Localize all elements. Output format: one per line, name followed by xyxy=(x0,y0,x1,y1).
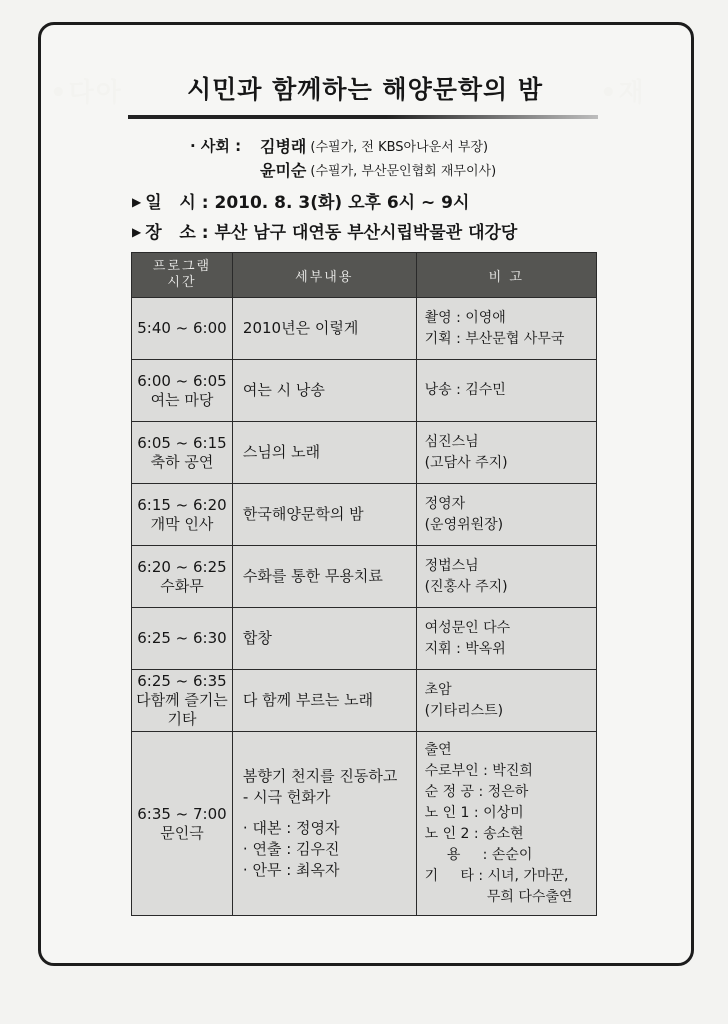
table-row xyxy=(132,608,597,670)
header-remark: 비 고 xyxy=(416,253,596,298)
title-underline xyxy=(128,115,598,119)
program-name: 수화무 xyxy=(160,576,204,595)
header-detail: 세부내용 xyxy=(232,253,416,298)
remark-line: 초암 xyxy=(424,681,452,698)
remark-line: 노 인 2 : 송소현 xyxy=(424,825,524,842)
host-section xyxy=(190,133,496,181)
remark-cell xyxy=(416,732,596,916)
detail-cell xyxy=(232,360,416,422)
host-name: 윤미순 xyxy=(260,160,307,180)
detail-line: 스님의 노래 xyxy=(242,443,321,461)
detail-cell xyxy=(232,732,416,916)
remark-line: (진홍사 주지) xyxy=(424,578,508,595)
remark-line: 노 인 1 : 이상미 xyxy=(424,804,524,821)
table-row xyxy=(132,360,597,422)
remark-cell xyxy=(416,546,596,608)
time-cell xyxy=(132,608,233,670)
host-note: (수필가, 부산문인협회 재무이사) xyxy=(310,163,497,179)
remark-line: 지휘 : 박옥위 xyxy=(424,640,506,657)
detail-cell xyxy=(232,670,416,732)
time-range: 5:40 ~ 6:00 xyxy=(137,319,227,337)
remark-line: 순 정 공 : 정은하 xyxy=(424,783,529,800)
remark-line: 낭송 : 김수민 xyxy=(424,382,506,398)
table-row xyxy=(132,546,597,608)
remark-cell xyxy=(416,484,596,546)
time-cell xyxy=(132,484,233,546)
time-range: 6:05 ~ 6:15 xyxy=(137,433,227,452)
time-cell xyxy=(132,360,233,422)
date-value: 2010. 8. 3(화) 오후 6시 ~ 9시 xyxy=(214,193,470,213)
remark-line: 용 : 손순이 xyxy=(424,846,533,863)
detail-line: 다 함께 부르는 노래 xyxy=(242,691,374,709)
detail-line: 봄향기 천지를 진동하고 xyxy=(242,767,398,785)
detail-cell xyxy=(232,422,416,484)
remark-cell xyxy=(416,360,596,422)
remark-line: 수로부인 : 박진희 xyxy=(424,762,533,779)
place-line xyxy=(132,218,517,243)
table-row xyxy=(132,484,597,546)
header-time: 프로그램 시간 xyxy=(132,253,233,298)
remark-line: 촬영 : 이영애 xyxy=(424,309,506,326)
program-name: 문인극 xyxy=(160,823,204,842)
detail-line: 2010년은 이렇게 xyxy=(242,319,359,337)
remark-cell xyxy=(416,608,596,670)
detail-line: - 시극 헌화가 xyxy=(242,788,331,806)
table-row xyxy=(132,298,597,360)
remark-cell xyxy=(416,298,596,360)
host-name: 김병래 xyxy=(260,136,307,156)
program-name: 여는 마당 xyxy=(150,390,214,409)
table-header-row xyxy=(132,253,597,298)
host-row-1 xyxy=(190,133,496,157)
detail-line: · 대본 : 정영자 xyxy=(242,819,340,837)
triangle-bullet-icon: ▶ xyxy=(132,195,142,209)
detail-line: 합창 xyxy=(242,629,272,647)
detail-cell xyxy=(232,546,416,608)
page-title: 시민과 함께하는 해양문학의 밤 xyxy=(186,75,544,104)
detail-line: 한국해양문학의 밤 xyxy=(242,505,364,523)
time-range: 6:25 ~ 6:35 xyxy=(137,672,227,690)
detail-cell xyxy=(232,484,416,546)
time-range: 6:00 ~ 6:05 xyxy=(137,371,227,390)
program-table xyxy=(131,252,597,916)
remark-line: (기타리스트) xyxy=(424,702,504,719)
remark-line: 여성문인 다수 xyxy=(424,619,511,636)
remark-cell xyxy=(416,422,596,484)
remark-line: 기획 : 부산문협 사무국 xyxy=(424,330,565,347)
program-name: 개막 인사 xyxy=(150,514,214,533)
detail-line: 여는 시 낭송 xyxy=(242,381,325,399)
detail-cell xyxy=(232,608,416,670)
time-range: 6:15 ~ 6:20 xyxy=(137,495,227,514)
remark-line: 심진스님 xyxy=(424,433,479,450)
table-row xyxy=(132,422,597,484)
detail-line: · 연출 : 김우진 xyxy=(242,840,340,858)
program-name: 다함께 즐기는 기타 xyxy=(136,691,228,728)
time-cell xyxy=(132,670,233,732)
place-value: 부산 남구 대연동 부산시립박물관 대강당 xyxy=(214,223,518,243)
program-name: 축하 공연 xyxy=(150,452,214,471)
time-cell xyxy=(132,732,233,916)
remark-line: (고담사 주지) xyxy=(424,454,508,471)
detail-line: · 안무 : 최옥자 xyxy=(242,861,340,879)
detail-line: 수화를 통한 무용치료 xyxy=(242,567,383,585)
remark-line: 무희 다수출연 xyxy=(424,888,573,905)
detail-line xyxy=(243,808,415,818)
time-range: 6:20 ~ 6:25 xyxy=(137,557,227,576)
table-row xyxy=(132,732,597,916)
remark-cell xyxy=(416,670,596,732)
time-range: 6:35 ~ 7:00 xyxy=(137,804,227,823)
time-cell xyxy=(132,546,233,608)
host-note: (수필가, 전 KBS아나운서 부장) xyxy=(310,139,489,155)
date-label: 일 시 : xyxy=(145,193,209,213)
host-label: · 사회 : xyxy=(190,136,242,155)
time-cell xyxy=(132,422,233,484)
remark-line: 기 타 : 시녀, 가마꾼, xyxy=(424,867,569,884)
triangle-bullet-icon: ▶ xyxy=(132,225,142,239)
remark-line: 정법스님 xyxy=(424,557,479,574)
time-cell xyxy=(132,298,233,360)
remark-line: (운영위원장) xyxy=(424,516,504,533)
host-row-2 xyxy=(190,157,496,181)
time-range: 6:25 ~ 6:30 xyxy=(137,629,227,647)
place-label: 장 소 : xyxy=(145,223,209,243)
detail-cell xyxy=(232,298,416,360)
remark-line: 출연 xyxy=(424,741,452,758)
table-row xyxy=(132,670,597,732)
remark-line: 정영자 xyxy=(424,495,466,512)
date-line xyxy=(132,188,469,213)
